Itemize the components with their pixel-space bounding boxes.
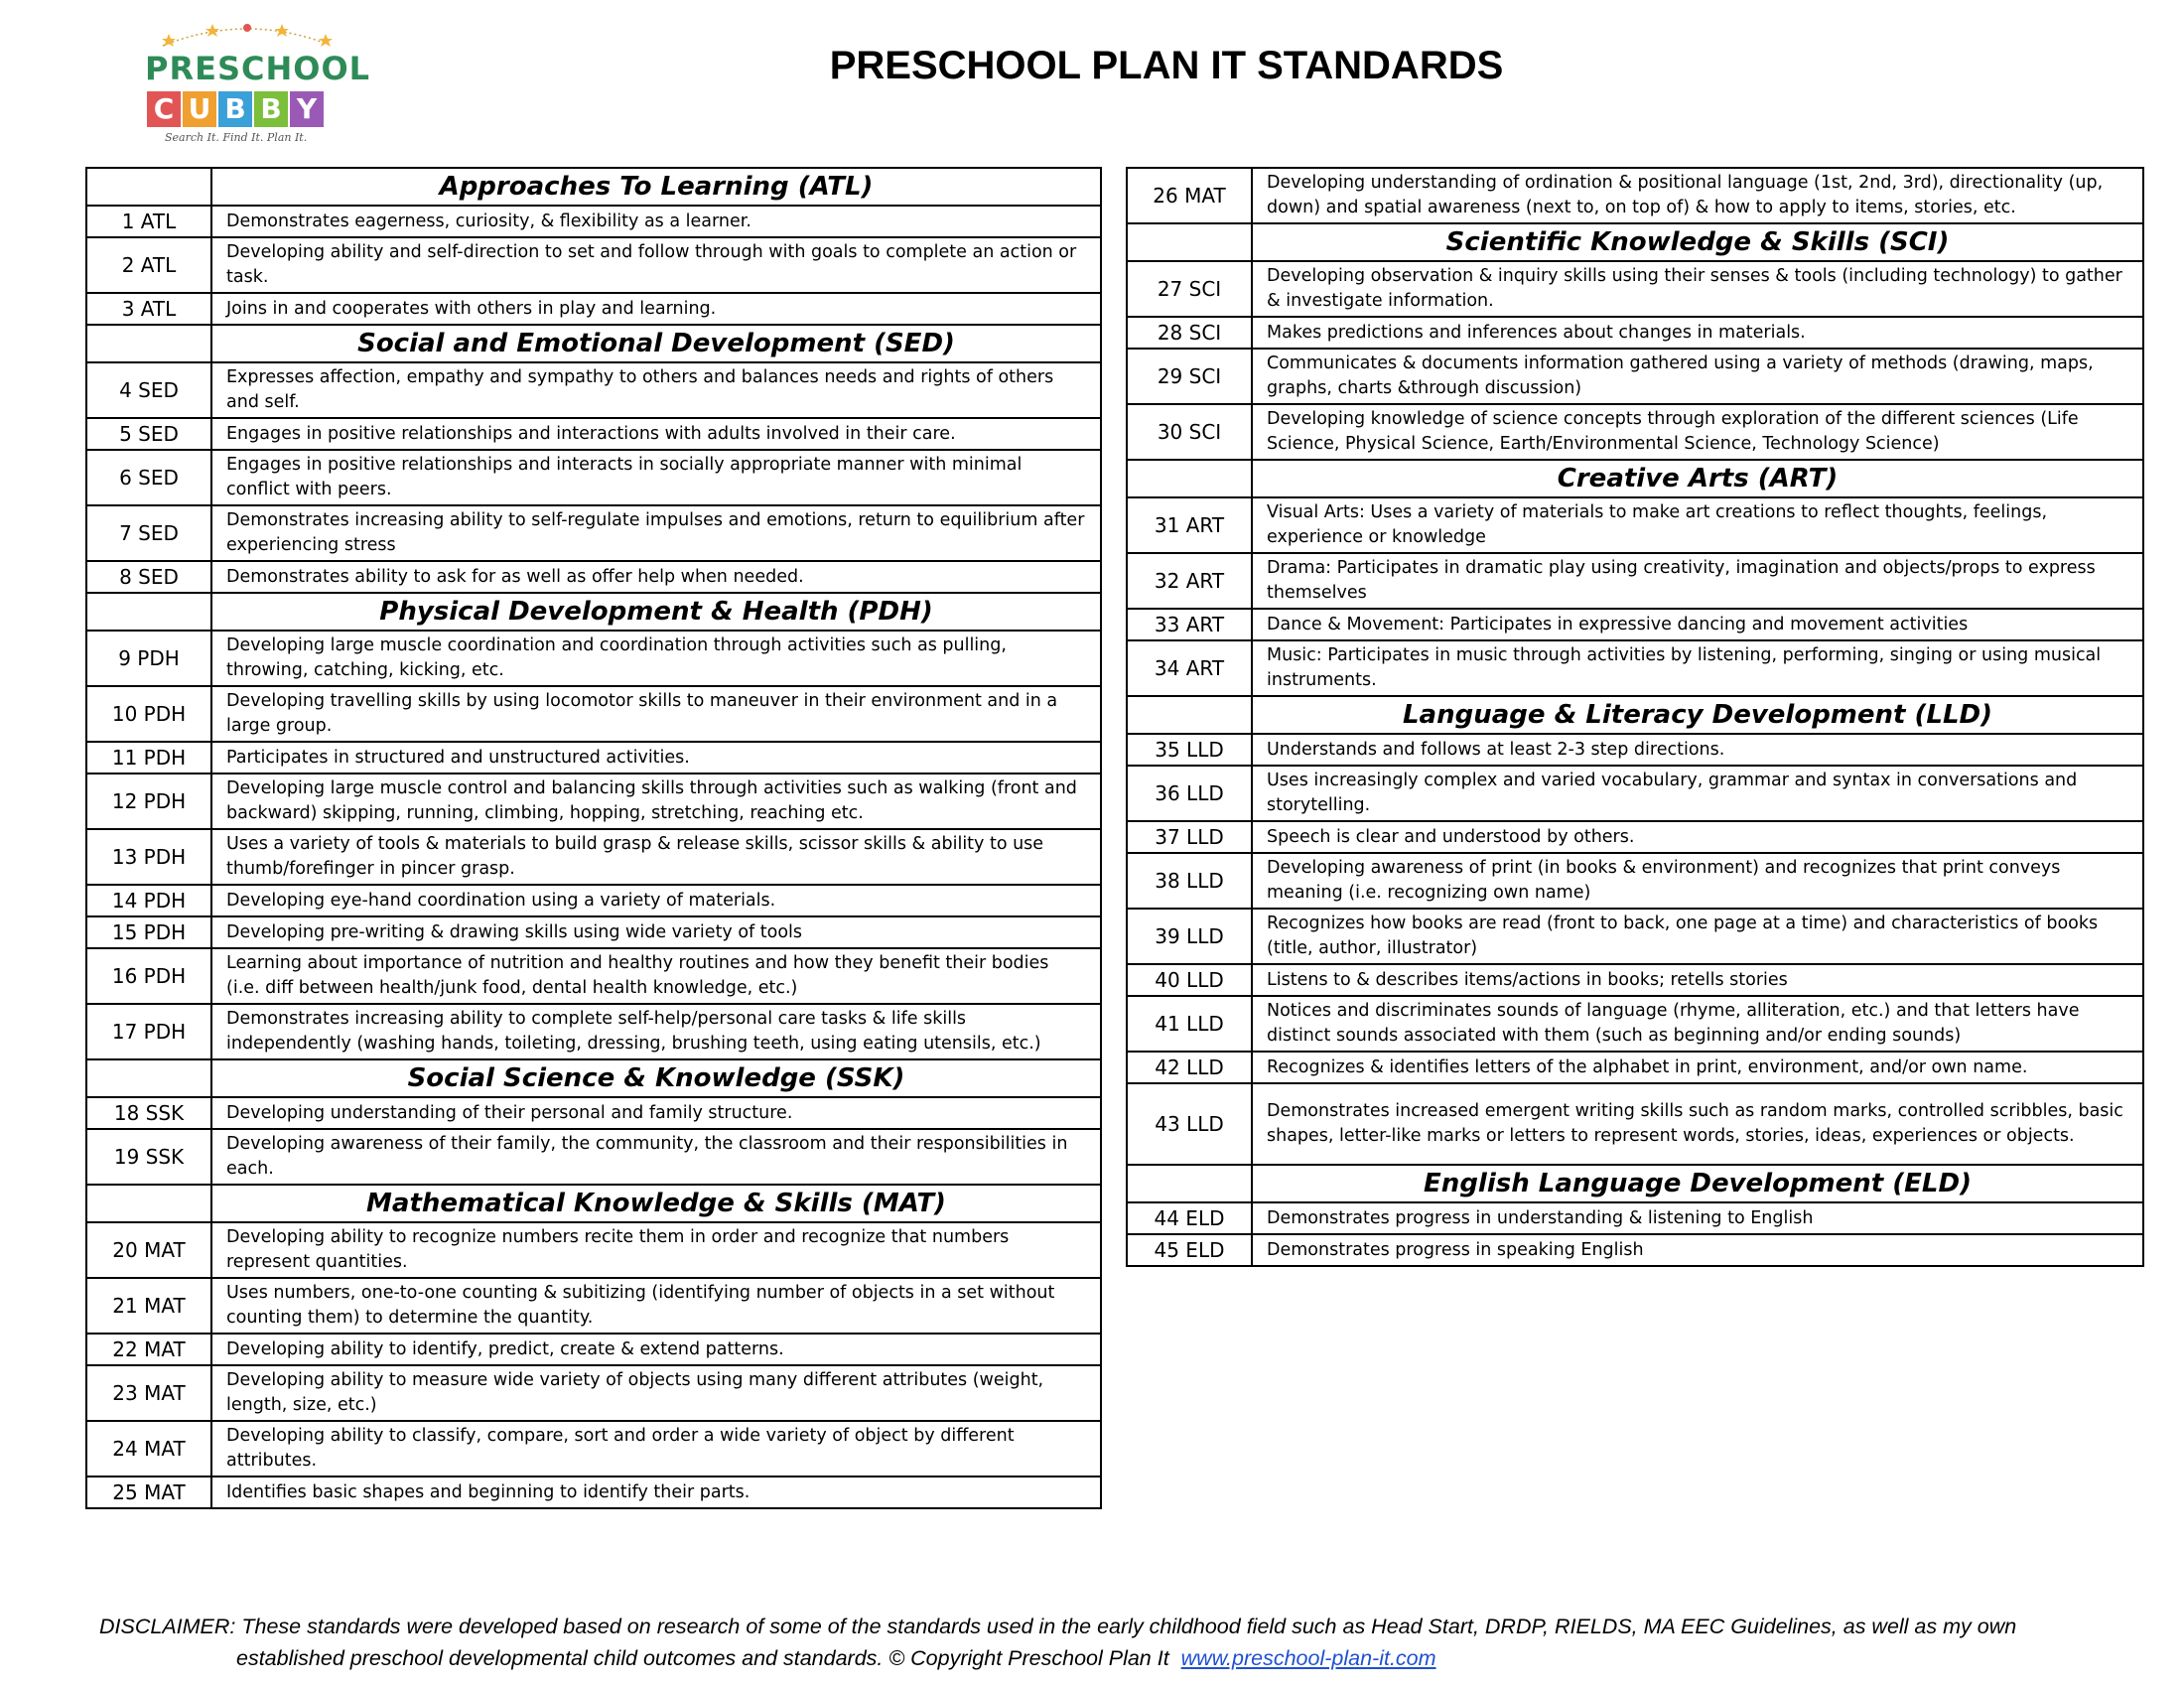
standard-code: 6 SED — [86, 450, 211, 505]
section-title: Social Science & Knowledge (SSK) — [211, 1059, 1101, 1097]
section-header-row — [86, 1059, 1101, 1097]
standard-description: Notices and discriminates sounds of language (rhyme, alliteration, etc.) and that letters have distinct sounds associated with them (such as beginning and/or ending sounds) — [1252, 996, 2143, 1052]
standard-row — [86, 1421, 1101, 1477]
standard-row — [1127, 853, 2143, 909]
standard-description: Developing knowledge of science concepts through exploration of the different sciences (Life Science, Physical Science, Earth/Environmental Science, Technology Science) — [1252, 404, 2143, 460]
standard-description: Expresses affection, empathy and sympathy to others and balances needs and rights of others and self. — [211, 362, 1101, 418]
standard-row — [1127, 404, 2143, 460]
standard-row — [1127, 766, 2143, 821]
standard-description: Joins in and cooperates with others in play and learning. — [211, 293, 1101, 325]
section-blank-cell — [1127, 460, 1252, 497]
standard-code: 17 PDH — [86, 1004, 211, 1059]
standard-row — [86, 774, 1101, 829]
standard-row — [1127, 1234, 2143, 1266]
section-blank-cell — [86, 1059, 211, 1097]
standard-description: Visual Arts: Uses a variety of materials to make art creations to reflect thoughts, feelings, experience or knowledge — [1252, 497, 2143, 553]
standard-row — [86, 561, 1101, 593]
standard-description: Uses numbers, one-to-one counting & subitizing (identifying number of objects in a set without counting them) to determine the quantity. — [211, 1278, 1101, 1334]
standard-description: Developing large muscle coordination and coordination through activities such as pulling, throwing, catching, kicking, etc. — [211, 631, 1101, 686]
section-header-row — [1127, 1165, 2143, 1202]
logo-letter: C — [147, 91, 181, 127]
standard-code: 39 LLD — [1127, 909, 1252, 964]
standard-code: 38 LLD — [1127, 853, 1252, 909]
standard-description: Understands and follows at least 2-3 step directions. — [1252, 734, 2143, 766]
standard-description: Engages in positive relationships and interacts in socially appropriate manner with minimal conflict with peers. — [211, 450, 1101, 505]
disclaimer-line-2 — [99, 1642, 2124, 1674]
standard-row — [1127, 317, 2143, 349]
standard-description: Developing ability to classify, compare, sort and order a wide variety of object by different attributes. — [211, 1421, 1101, 1477]
standard-description: Developing observation & inquiry skills using their senses & tools (including technology) to gather & investigate information. — [1252, 261, 2143, 317]
standard-row — [1127, 261, 2143, 317]
standard-description: Demonstrates ability to ask for as well as offer help when needed. — [211, 561, 1101, 593]
standard-row — [86, 206, 1101, 237]
standard-row — [1127, 553, 2143, 609]
standard-code: 18 SSK — [86, 1097, 211, 1129]
standard-code: 27 SCI — [1127, 261, 1252, 317]
standard-description: Makes predictions and inferences about changes in materials. — [1252, 317, 2143, 349]
standard-description: Engages in positive relationships and interactions with adults involved in their care. — [211, 418, 1101, 450]
standard-code: 10 PDH — [86, 686, 211, 742]
standard-row — [86, 1334, 1101, 1365]
standard-code: 22 MAT — [86, 1334, 211, 1365]
standard-row — [86, 450, 1101, 505]
standard-code: 33 ART — [1127, 609, 1252, 640]
standard-code: 30 SCI — [1127, 404, 1252, 460]
standard-code: 44 ELD — [1127, 1202, 1252, 1234]
section-header-row — [1127, 223, 2143, 261]
standard-code: 32 ART — [1127, 553, 1252, 609]
section-title: Mathematical Knowledge & Skills (MAT) — [211, 1185, 1101, 1222]
standard-row — [86, 418, 1101, 450]
standard-row — [1127, 821, 2143, 853]
section-header-row — [86, 168, 1101, 206]
standard-code: 29 SCI — [1127, 349, 1252, 404]
standard-code: 4 SED — [86, 362, 211, 418]
standard-description: Developing travelling skills by using locomotor skills to maneuver in their environment and in a large group. — [211, 686, 1101, 742]
section-blank-cell — [1127, 1165, 1252, 1202]
standard-row — [1127, 497, 2143, 553]
standard-row — [86, 1129, 1101, 1185]
standard-row — [86, 829, 1101, 885]
website-link[interactable]: www.preschool-plan-it.com — [1180, 1646, 1436, 1670]
standard-code: 28 SCI — [1127, 317, 1252, 349]
standard-code: 12 PDH — [86, 774, 211, 829]
standard-row — [86, 948, 1101, 1004]
standard-code: 16 PDH — [86, 948, 211, 1004]
standards-table-left — [85, 167, 1102, 1509]
standard-row — [1127, 609, 2143, 640]
standard-code: 11 PDH — [86, 742, 211, 774]
standard-row — [1127, 964, 2143, 996]
standard-description: Recognizes how books are read (front to back, one page at a time) and characteristics of books (title, author, illustrator) — [1252, 909, 2143, 964]
standard-description: Drama: Participates in dramatic play using creativity, imagination and objects/props to express themselves — [1252, 553, 2143, 609]
section-blank-cell — [86, 168, 211, 206]
section-title: Social and Emotional Development (SED) — [211, 325, 1101, 362]
standard-row — [86, 1278, 1101, 1334]
disclaimer — [99, 1611, 2124, 1674]
standard-row — [1127, 909, 2143, 964]
section-blank-cell — [1127, 696, 1252, 734]
standard-code: 19 SSK — [86, 1129, 211, 1185]
standard-code: 31 ART — [1127, 497, 1252, 553]
standard-description: Uses a variety of tools & materials to build grasp & release skills, scissor skills & ability to use thumb/forefinger in pincer grasp. — [211, 829, 1101, 885]
standard-description: Listens to & describes items/actions in books; retells stories — [1252, 964, 2143, 996]
disclaimer-line-2-text: established preschool developmental child outcomes and standards. © Copyright Preschool Plan It — [236, 1646, 1169, 1670]
section-title: Language & Literacy Development (LLD) — [1252, 696, 2143, 734]
logo-wordmark-bottom — [147, 91, 324, 127]
standard-description: Developing large muscle control and balancing skills through activities such as walking (front and backward) skipping, running, climbing, hopping, stretching, reaching etc. — [211, 774, 1101, 829]
standard-row — [86, 631, 1101, 686]
standard-description: Demonstrates increased emergent writing skills such as random marks, controlled scribbles, basic shapes, letter-like marks or letters to represent words, stories, ideas, experiences or objects. — [1252, 1083, 2143, 1165]
logo-letter: B — [218, 91, 252, 127]
standard-row — [1127, 349, 2143, 404]
section-header-row — [1127, 696, 2143, 734]
standards-table-right — [1126, 167, 2144, 1267]
section-header-row — [1127, 460, 2143, 497]
standard-code: 3 ATL — [86, 293, 211, 325]
standard-description: Developing ability to identify, predict, create & extend patterns. — [211, 1334, 1101, 1365]
standard-row — [86, 916, 1101, 948]
standard-code: 9 PDH — [86, 631, 211, 686]
standard-row — [86, 1097, 1101, 1129]
standard-description: Participates in structured and unstructured activities. — [211, 742, 1101, 774]
logo-letter: B — [254, 91, 288, 127]
section-title: Physical Development & Health (PDH) — [211, 593, 1101, 631]
logo-wordmark-top: PRESCHOOL — [145, 50, 371, 87]
standard-row — [1127, 1052, 2143, 1083]
standard-description: Developing ability to recognize numbers recite them in order and recognize that numbers represent quantities. — [211, 1222, 1101, 1278]
standard-row — [86, 1004, 1101, 1059]
standard-description: Uses increasingly complex and varied vocabulary, grammar and syntax in conversations and storytelling. — [1252, 766, 2143, 821]
standard-description: Recognizes & identifies letters of the alphabet in print, environment, and/or own name. — [1252, 1052, 2143, 1083]
standard-code: 5 SED — [86, 418, 211, 450]
logo-tagline: Search It. Find It. Plan It. — [165, 131, 308, 144]
standard-code: 21 MAT — [86, 1278, 211, 1334]
standard-description: Developing understanding of ordination & positional language (1st, 2nd, 3rd), directionality (up, down) and spatial awareness (next to, on top of) & how to apply to items, stories, etc. — [1252, 168, 2143, 223]
section-title: Creative Arts (ART) — [1252, 460, 2143, 497]
standard-code: 14 PDH — [86, 885, 211, 916]
section-header-row — [86, 593, 1101, 631]
standard-row — [86, 362, 1101, 418]
standard-description: Speech is clear and understood by others. — [1252, 821, 2143, 853]
standard-code: 24 MAT — [86, 1421, 211, 1477]
disclaimer-line-1: DISCLAIMER: These standards were developed based on research of some of the standards used in the early childhood field such as Head Start, DRDP, RIELDS, MA EEC Guidelines, as well as my own — [99, 1615, 2017, 1638]
standard-code: 15 PDH — [86, 916, 211, 948]
standard-description: Developing eye-hand coordination using a variety of materials. — [211, 885, 1101, 916]
standard-description: Developing ability to measure wide variety of objects using many different attributes (weight, length, size, etc.) — [211, 1365, 1101, 1421]
standard-description: Demonstrates eagerness, curiosity, & flexibility as a learner. — [211, 206, 1101, 237]
standard-row — [86, 1365, 1101, 1421]
standard-code: 45 ELD — [1127, 1234, 1252, 1266]
standard-description: Developing understanding of their personal and family structure. — [211, 1097, 1101, 1129]
standard-row — [86, 742, 1101, 774]
standard-description: Developing awareness of their family, the community, the classroom and their responsibilities in each. — [211, 1129, 1101, 1185]
standard-code: 25 MAT — [86, 1477, 211, 1508]
standard-description: Demonstrates progress in understanding & listening to English — [1252, 1202, 2143, 1234]
section-title: English Language Development (ELD) — [1252, 1165, 2143, 1202]
standard-row — [1127, 640, 2143, 696]
section-blank-cell — [86, 1185, 211, 1222]
standard-description: Demonstrates increasing ability to self-regulate impulses and emotions, return to equilibrium after experiencing stress — [211, 505, 1101, 561]
standard-row — [86, 237, 1101, 293]
standard-description: Demonstrates progress in speaking English — [1252, 1234, 2143, 1266]
standard-row — [1127, 1202, 2143, 1234]
standard-row — [1127, 1083, 2143, 1165]
standard-row — [86, 1477, 1101, 1508]
page-title: PRESCHOOL PLAN IT STANDARDS — [829, 44, 1504, 87]
section-blank-cell — [1127, 223, 1252, 261]
section-blank-cell — [86, 325, 211, 362]
standard-code: 42 LLD — [1127, 1052, 1252, 1083]
standard-description: Communicates & documents information gathered using a variety of methods (drawing, maps, graphs, charts &through discussion) — [1252, 349, 2143, 404]
section-header-row — [86, 325, 1101, 362]
standard-description: Developing awareness of print (in books & environment) and recognizes that print conveys meaning (i.e. recognizing own name) — [1252, 853, 2143, 909]
standard-description: Dance & Movement: Participates in expressive dancing and movement activities — [1252, 609, 2143, 640]
standard-code: 7 SED — [86, 505, 211, 561]
standard-row — [1127, 168, 2143, 223]
standard-code: 26 MAT — [1127, 168, 1252, 223]
logo-letter: Y — [290, 91, 324, 127]
standard-code: 40 LLD — [1127, 964, 1252, 996]
standard-code: 2 ATL — [86, 237, 211, 293]
standard-code: 36 LLD — [1127, 766, 1252, 821]
standard-code: 1 ATL — [86, 206, 211, 237]
standard-row — [86, 293, 1101, 325]
section-blank-cell — [86, 593, 211, 631]
standard-code: 23 MAT — [86, 1365, 211, 1421]
standard-code: 8 SED — [86, 561, 211, 593]
logo-letter: U — [183, 91, 216, 127]
standard-code: 35 LLD — [1127, 734, 1252, 766]
standard-code: 37 LLD — [1127, 821, 1252, 853]
section-title: Approaches To Learning (ATL) — [211, 168, 1101, 206]
section-title: Scientific Knowledge & Skills (SCI) — [1252, 223, 2143, 261]
standard-code: 34 ART — [1127, 640, 1252, 696]
standard-row — [86, 686, 1101, 742]
standard-row — [1127, 996, 2143, 1052]
standard-row — [86, 885, 1101, 916]
standard-description: Demonstrates increasing ability to complete self-help/personal care tasks & life skills independently (washing hands, toileting, dressing, brushing teeth, using eating utensils, etc.) — [211, 1004, 1101, 1059]
section-header-row — [86, 1185, 1101, 1222]
standard-description: Identifies basic shapes and beginning to identify their parts. — [211, 1477, 1101, 1508]
standard-description: Developing ability and self-direction to set and follow through with goals to complete an action or task. — [211, 237, 1101, 293]
standard-code: 43 LLD — [1127, 1083, 1252, 1165]
standard-row — [1127, 734, 2143, 766]
standard-code: 20 MAT — [86, 1222, 211, 1278]
standard-description: Music: Participates in music through activities by listening, performing, singing or using musical instruments. — [1252, 640, 2143, 696]
standard-code: 41 LLD — [1127, 996, 1252, 1052]
standard-description: Learning about importance of nutrition and healthy routines and how they benefit their bodies (i.e. diff between health/junk food, dental health knowledge, etc.) — [211, 948, 1101, 1004]
standard-code: 13 PDH — [86, 829, 211, 885]
standard-row — [86, 505, 1101, 561]
standard-row — [86, 1222, 1101, 1278]
standard-description: Developing pre-writing & drawing skills using wide variety of tools — [211, 916, 1101, 948]
